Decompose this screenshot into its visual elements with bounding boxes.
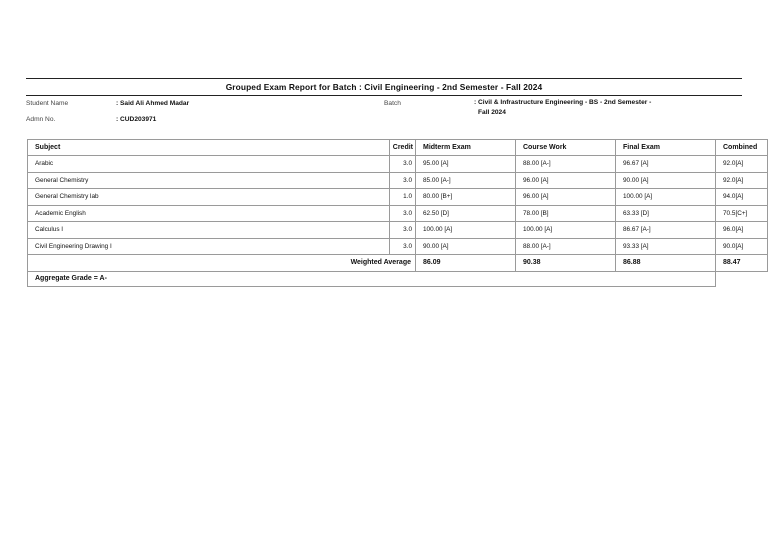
- batch-value-line2: Fall 2024: [478, 109, 506, 116]
- coursework-cell: 88.00 [A-]: [516, 156, 616, 173]
- table-row: [28, 172, 768, 189]
- weighted-combined: 88.47: [716, 255, 768, 272]
- aggregate-grade-row: [28, 271, 768, 286]
- admission-number-value: : CUD203971: [116, 116, 157, 123]
- weighted-midterm: 86.09: [416, 255, 516, 272]
- midterm-cell: 62.50 [D]: [416, 205, 516, 222]
- grades-table: [27, 139, 768, 287]
- credit-cell: 3.0: [390, 172, 416, 189]
- credit-cell: 1.0: [390, 189, 416, 206]
- batch-value: [474, 98, 684, 118]
- final-cell: 63.33 [D]: [616, 205, 716, 222]
- subject-header: Subject: [28, 140, 390, 156]
- coursework-cell: 88.00 [A-]: [516, 238, 616, 255]
- subject-cell: Academic English: [28, 205, 390, 222]
- table-row: [28, 222, 768, 239]
- coursework-header: Course Work: [516, 140, 616, 156]
- coursework-cell: 100.00 [A]: [516, 222, 616, 239]
- midterm-cell: 100.00 [A]: [416, 222, 516, 239]
- final-header: Final Exam: [616, 140, 716, 156]
- table-row: [28, 238, 768, 255]
- batch-label: Batch: [384, 100, 401, 107]
- student-name-value: : Said Ali Ahmed Madar: [116, 100, 190, 107]
- midterm-cell: 80.00 [B+]: [416, 189, 516, 206]
- subject-cell: Arabic: [28, 156, 390, 173]
- admission-number-label: Admn No.: [26, 116, 56, 123]
- combined-cell: 90.0[A]: [716, 238, 768, 255]
- final-cell: 96.67 [A]: [616, 156, 716, 173]
- midterm-cell: 90.00 [A]: [416, 238, 516, 255]
- final-cell: 86.67 [A-]: [616, 222, 716, 239]
- student-name-label: Student Name: [26, 100, 69, 107]
- combined-cell: 92.0[A]: [716, 156, 768, 173]
- credit-cell: 3.0: [390, 205, 416, 222]
- coursework-cell: 78.00 [B]: [516, 205, 616, 222]
- batch-value-line1: : Civil & Infrastructure Engineering - BS - 2nd Semester -: [474, 99, 652, 106]
- coursework-cell: 96.00 [A]: [516, 172, 616, 189]
- table-header-row: [28, 140, 768, 156]
- midterm-cell: 95.00 [A]: [416, 156, 516, 173]
- weighted-final: 86.88: [616, 255, 716, 272]
- report-title: Grouped Exam Report for Batch : Civil Engineering - 2nd Semester - Fall 2024: [225, 82, 543, 92]
- subject-cell: Calculus I: [28, 222, 390, 239]
- combined-cell: 94.0[A]: [716, 189, 768, 206]
- credit-header: Credit: [390, 140, 416, 156]
- weighted-average-row: [28, 255, 768, 272]
- table-row: [28, 205, 768, 222]
- final-cell: 93.33 [A]: [616, 238, 716, 255]
- credit-cell: 3.0: [390, 222, 416, 239]
- subject-cell: General Chemistry lab: [28, 189, 390, 206]
- combined-cell: 96.0[A]: [716, 222, 768, 239]
- subject-cell: General Chemistry: [28, 172, 390, 189]
- table-row: [28, 189, 768, 206]
- table-row: [28, 156, 768, 173]
- midterm-header: Midterm Exam: [416, 140, 516, 156]
- subject-cell: Civil Engineering Drawing I: [28, 238, 390, 255]
- coursework-cell: 96.00 [A]: [516, 189, 616, 206]
- combined-cell: 70.5[C+]: [716, 205, 768, 222]
- final-cell: 100.00 [A]: [616, 189, 716, 206]
- credit-cell: 3.0: [390, 156, 416, 173]
- combined-header: Combined: [716, 140, 768, 156]
- aggregate-blank-cell: [716, 271, 768, 286]
- final-cell: 90.00 [A]: [616, 172, 716, 189]
- combined-cell: 92.0[A]: [716, 172, 768, 189]
- report-title-bar: [26, 78, 742, 96]
- weighted-coursework: 90.38: [516, 255, 616, 272]
- aggregate-grade: Aggregate Grade = A-: [28, 271, 716, 286]
- credit-cell: 3.0: [390, 238, 416, 255]
- midterm-cell: 85.00 [A-]: [416, 172, 516, 189]
- weighted-average-label: Weighted Average: [28, 255, 416, 272]
